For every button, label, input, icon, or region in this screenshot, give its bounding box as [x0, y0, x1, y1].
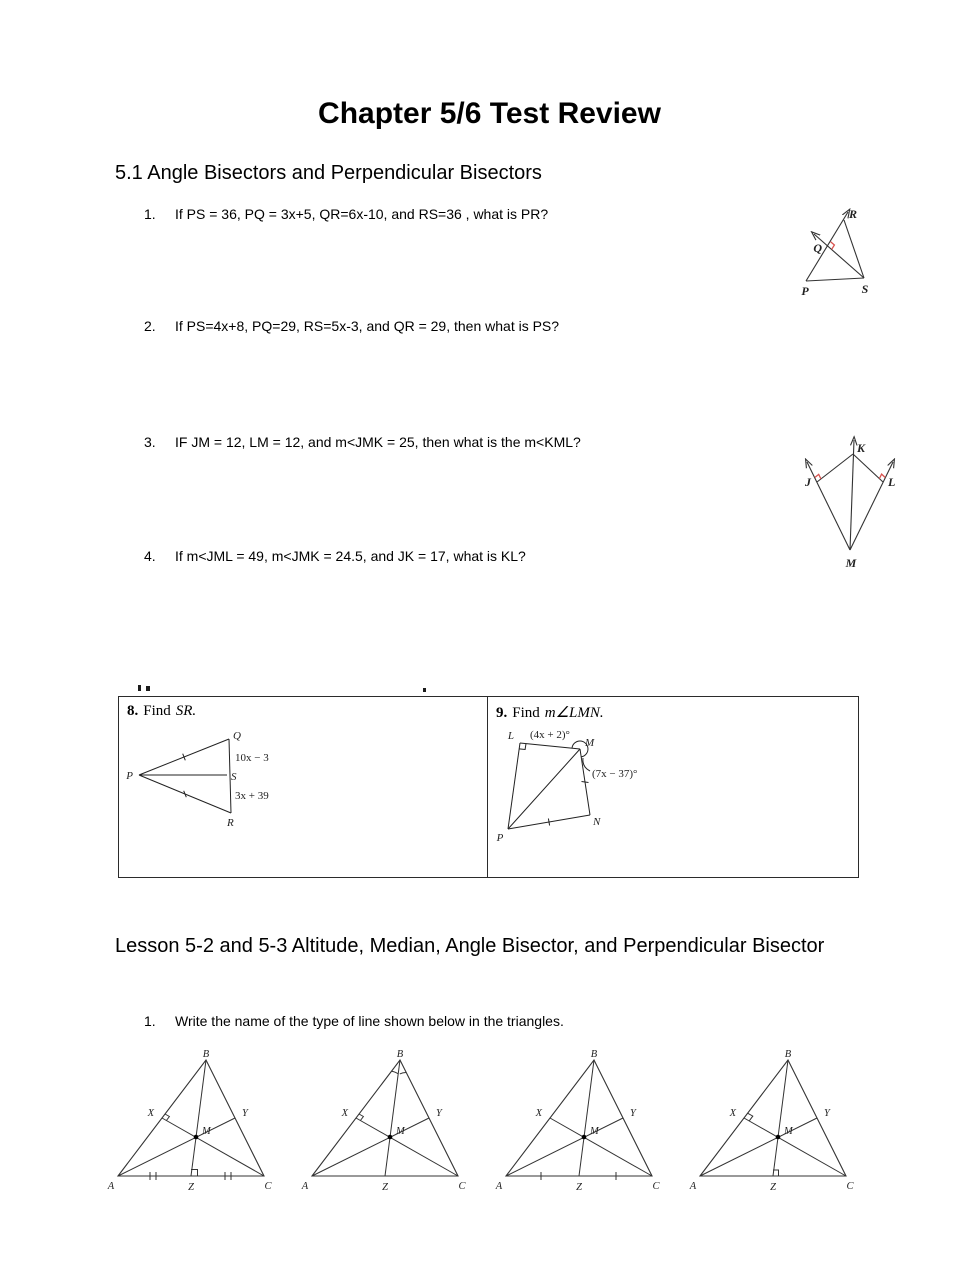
angle-arc-icon — [400, 1072, 407, 1073]
question-number: 1. — [144, 206, 156, 222]
label-point-b: B — [396, 1049, 404, 1060]
angle-leader-line — [583, 758, 590, 771]
label-point-m: M — [202, 1126, 211, 1137]
ray-m-through-l — [850, 462, 896, 550]
problem-9-title — [496, 703, 604, 722]
label-point-n: N — [593, 816, 601, 828]
label-point-r: R — [849, 207, 858, 221]
label-point-s: S — [231, 771, 237, 783]
label-point-z: Z — [188, 1182, 194, 1193]
label-point-x: X — [535, 1108, 542, 1119]
segment-pm — [508, 749, 580, 829]
label-point-r: R — [227, 817, 234, 829]
label-point-q: Q — [813, 241, 822, 255]
page-title: Chapter 5/6 Test Review — [318, 97, 661, 130]
label-point-z: Z — [770, 1182, 776, 1193]
problem-8-cell — [119, 697, 488, 877]
tick-mark-icon — [548, 819, 549, 826]
label-point-m: M — [396, 1126, 405, 1137]
problem-number: 8. — [127, 703, 139, 719]
label-point-b: B — [202, 1049, 210, 1060]
label-point-x: X — [147, 1108, 154, 1119]
figure-angle-bisector-jklm — [795, 432, 905, 577]
problem-target: SR. — [175, 703, 197, 719]
section-heading-lesson-5-2-5-3: Lesson 5-2 and 5-3 Altitude, Median, Angle Bisector, and Perpendicular Bisector — [115, 935, 825, 957]
label-point-p: P — [496, 832, 504, 844]
question-item-4 — [144, 548, 784, 564]
label-point-y: Y — [630, 1108, 636, 1119]
label-point-c: C — [652, 1181, 660, 1192]
label-point-c: C — [846, 1181, 854, 1192]
section-heading-5-1: 5.1 Angle Bisectors and Perpendicular Bisectors — [115, 162, 542, 184]
right-angle-mark-icon — [831, 242, 835, 250]
label-angle-top: (4x + 2)° — [530, 729, 570, 741]
label-point-s: S — [861, 282, 869, 296]
tick-mark-icon — [582, 782, 589, 783]
label-point-b: B — [784, 1049, 792, 1060]
question-text: IF JM = 12, LM = 12, and m<JMK = 25, then what is the m<KML? — [175, 434, 581, 450]
label-point-y: Y — [242, 1108, 248, 1119]
label-point-z: Z — [576, 1182, 582, 1193]
label-point-c: C — [264, 1181, 272, 1192]
problem-9-cell — [488, 697, 858, 877]
label-point-x: X — [729, 1108, 736, 1119]
label-point-a: A — [107, 1181, 115, 1192]
triangle-figure-4 — [688, 1048, 858, 1196]
label-point-l: L — [507, 730, 514, 742]
point-m-dot — [582, 1135, 587, 1140]
figure-problem-8 — [123, 729, 333, 839]
label-point-a: A — [495, 1181, 503, 1192]
question-item-3 — [144, 434, 784, 450]
segment-kj — [817, 454, 853, 482]
question-number: 3. — [144, 434, 156, 450]
triangle-figure-2 — [300, 1048, 470, 1196]
ray-m-through-j — [807, 462, 850, 550]
problem-prompt: Find — [512, 705, 540, 721]
angle-arc-icon — [392, 1071, 399, 1074]
label-point-m: M — [784, 1126, 793, 1137]
right-angle-mark-icon — [879, 474, 885, 479]
problem-8-title — [127, 703, 196, 720]
label-point-p: P — [801, 284, 809, 298]
label-point-b: B — [590, 1049, 598, 1060]
label-point-j: J — [805, 475, 811, 489]
segment-lm — [520, 743, 580, 749]
label-angle-right: (7x − 37)° — [592, 768, 638, 780]
segment-ps — [806, 278, 864, 281]
label-point-q: Q — [233, 730, 241, 742]
question-text: Write the name of the type of line shown below in the triangles. — [175, 1013, 564, 1029]
segment-lp — [508, 743, 520, 829]
label-point-m: M — [845, 556, 857, 570]
label-point-a: A — [689, 1181, 697, 1192]
label-point-k: K — [857, 441, 866, 455]
label-point-x: X — [341, 1108, 348, 1119]
ray-p-through-r — [806, 212, 848, 281]
label-point-a: A — [301, 1181, 309, 1192]
segment-kl — [853, 454, 883, 482]
question-text: If PS=4x+8, PQ=29, RS=5x-3, and QR = 29, then what is PS? — [175, 318, 560, 334]
label-point-m: M — [590, 1126, 599, 1137]
point-m-dot — [194, 1135, 199, 1140]
label-expression-qs: 10x − 3 — [235, 752, 269, 764]
point-m-dot — [776, 1135, 781, 1140]
question-item-line-types — [144, 1013, 784, 1029]
right-angle-mark-icon — [815, 474, 821, 479]
question-number: 1. — [144, 1013, 156, 1029]
figure-problem-9 — [494, 727, 714, 872]
label-point-m: M — [585, 737, 595, 749]
triangle-figure-1 — [106, 1048, 276, 1196]
point-m-dot — [388, 1135, 393, 1140]
label-expression-sr: 3x + 39 — [235, 790, 269, 802]
question-number: 4. — [144, 548, 156, 564]
figure-perpendicular-bisector-pqrs — [792, 198, 887, 298]
right-angle-mark-icon — [748, 1113, 753, 1121]
label-point-l: L — [888, 475, 896, 489]
label-point-z: Z — [382, 1182, 388, 1193]
label-point-y: Y — [824, 1108, 830, 1119]
problem-target: m∠LMN. — [544, 705, 604, 721]
label-point-c: C — [458, 1181, 466, 1192]
triangle-figure-3 — [494, 1048, 664, 1196]
question-item-2 — [144, 318, 784, 334]
question-text: If m<JML = 49, m<JMK = 24.5, and JK = 17, what is KL? — [175, 548, 526, 564]
problem-number: 9. — [496, 705, 508, 721]
question-number: 2. — [144, 318, 156, 334]
problems-box — [118, 696, 859, 878]
question-text: If PS = 36, PQ = 3x+5, QR=6x-10, and RS=36 , what is PR? — [175, 206, 549, 222]
problem-prompt: Find — [143, 703, 171, 719]
question-item-1 — [144, 206, 784, 222]
label-point-p: P — [126, 770, 133, 782]
label-point-y: Y — [436, 1108, 442, 1119]
